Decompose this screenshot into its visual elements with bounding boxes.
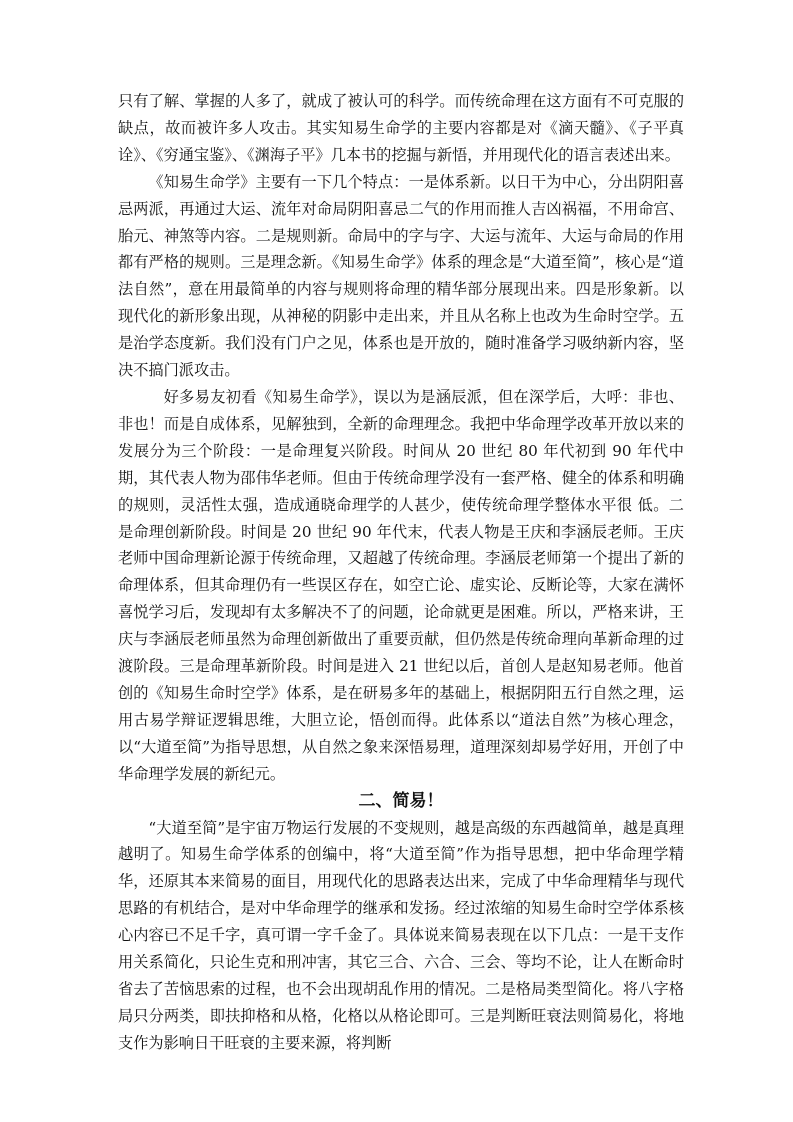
paragraph-2: 《知易生命学》主要有一下几个特点：一是体系新。以日干为中心，分出阴阳喜忌两派，再通过大运、流年对命局阴阳喜忌二气的作用而推人吉凶祸福，不用命宫、胎元、神煞等内容。二是规则新。命局中的字与字、大运与流年、大运与命局的作用都有严格的规则。三是理念新。《知易生命学》体系的理念是“大道至简”，核心是“道法自然”，意在用最简单的内容与规则将命理的精华部分展现出来。四是形象新。以现代化的新形象出现，从神秘的阴影中走出来，并且从名称上也改为生命时空学。五是治学态度新。我们没有门户之见，体系也是开放的，随时准备学习吸纳新内容，坚决不搞门派攻击。 [118, 172, 684, 380]
paragraph-1: 只有了解、掌握的人多了，就成了被认可的科学。而传统命理在这方面有不可克服的缺点，故而被许多人攻击。其实知易生命学的主要内容都是对《滴天髓》、《子平真诠》、《穷通宝鉴》、《渊海子平》几本书的挖掘与新悟，并用现代化的语言表述出来。 [118, 92, 684, 164]
document-page [118, 88, 684, 1057]
paragraph-3: 好多易友初看《知易生命学》，误以为是涵辰派，但在深学后，大呼：非也、非也！而是自成体系，见解独到，全新的命理理念。我把中华命理学改革开放以来的发展分为三个阶段：一是命理复兴阶段。时间从 20 世纪 80 年代初到 90 年代中期，其代表人物为邵伟华老师。但由于传统命理学没有一套严格、健全的体系和明确的规则，灵活性太强，造成通晓命理学的人甚少，使传统命理学整体水平很 低。二是命理创新阶段。时间是 20 世纪 90 年代末，代表人物是王庆和李涵辰老师。王庆老师中国命理新论源于传统命理，又超越了传统命理。李涵辰老师第一个提出了新的命理体系，但其命理仍有一些误区存在，如空亡论、虚实论、反断论等，大家在满怀喜悦学习后，发现却有太多解决不了的问题，论命就更是困难。所以，严格来讲，王庆与李涵辰老师虽然为命理创新做出了重要贡献，但仍然是传统命理向革新命理的过渡阶段。三是命理革新阶段。时间是进入 21 世纪以后，首创人是赵知易老师。他首创的《知易生命时空学》体系，是在研易多年的基础上，根据阴阳五行自然之理，运用古易学辩证逻辑思维，大胆立论，悟创而得。此体系以“道法自然”为核心理念，以“大道至简”为指导思想，从自然之象来深悟易理，道理深刻却易学好用，开创了中华命理学发展的新纪元。 [118, 387, 684, 783]
section-heading: 二、简易！ [358, 790, 444, 811]
paragraph-4: “大道至简”是宇宙万物运行发展的不变规则，越是高级的东西越简单，越是真理越明了。知易生命学体系的创编中，将“大道至简”作为指导思想，把中华命理学精华，还原其本来简易的面目，用现代化的思路表达出来，完成了中华命理精华与现代思路的有机结合，是对中华命理学的继承和发扬。经过浓缩的知易生命时空学体系核心内容已不足千字，真可谓一字千金了。具体说来简易表现在以下几点：一是干支作用关系简化，只论生克和刑冲害，其它三合、六合、三会、等均不论，让人在断命时省去了苦恼思索的过程，也不会出现胡乱作用的情况。二是格局类型简化。将八字格局只分两类，即扶抑格和从格，化格以从格论即可。三是判断旺衰法则简易化，将地支作为影响日干旺衰的主要来源，将判断 [118, 818, 684, 1052]
